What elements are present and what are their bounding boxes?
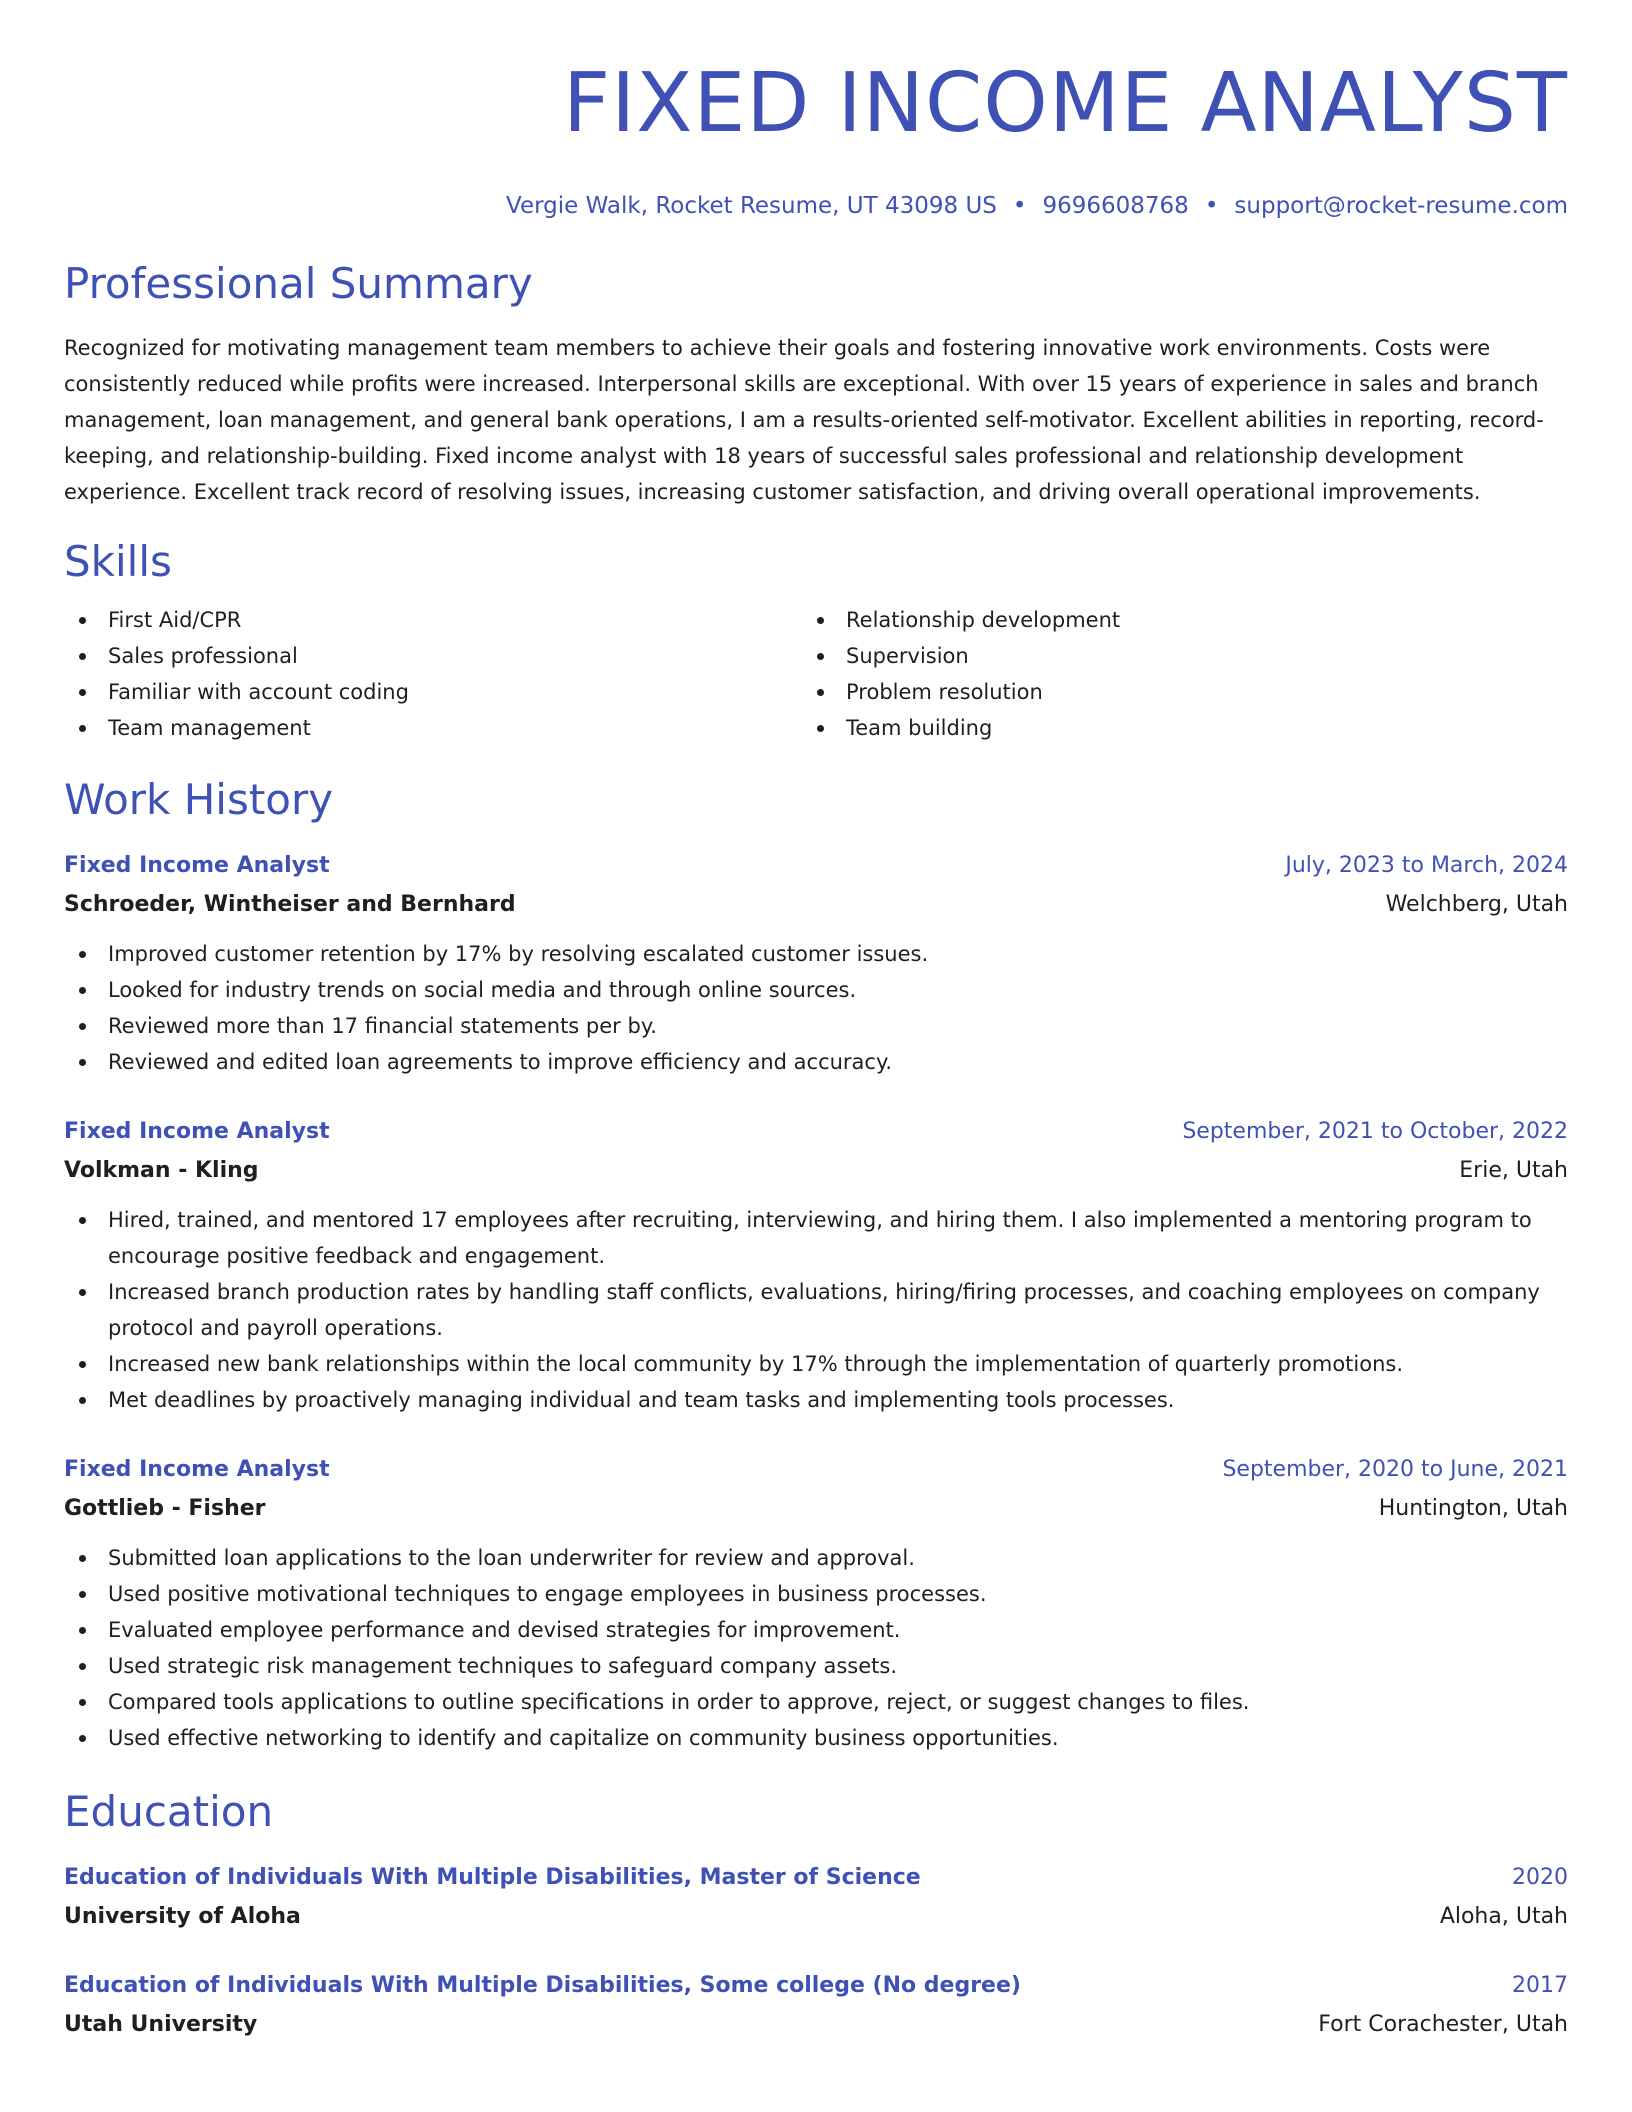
job-dates: September, 2021 to October, 2022	[1182, 1119, 1568, 1144]
skill-item: First Aid/CPR	[64, 602, 802, 638]
job-company: Gottlieb - Fisher	[64, 1496, 266, 1521]
contact-line	[64, 190, 1568, 222]
education-degree: Education of Individuals With Multiple Disabilities, Master of Science	[64, 1865, 921, 1890]
education-heading: Education	[64, 1787, 274, 1836]
job-subheader	[64, 886, 1568, 924]
job-company: Volkman - Kling	[64, 1158, 259, 1183]
job-entry	[64, 1450, 1568, 1756]
education-degree: Education of Individuals With Multiple Disabilities, Some college (No degree)	[64, 1973, 1021, 1998]
job-bullets	[64, 936, 1568, 1080]
education-entry	[64, 1966, 1568, 2044]
job-subheader	[64, 1152, 1568, 1190]
education-location: Aloha, Utah	[1439, 1904, 1568, 1929]
education-school: University of Aloha	[64, 1904, 301, 1929]
skills-column-right	[802, 602, 1540, 746]
job-bullet: Compared tools applications to outline specifications in order to approve, reject, or suggest changes to files.	[64, 1684, 1568, 1720]
skill-item: Relationship development	[802, 602, 1540, 638]
job-location: Welchberg, Utah	[1385, 892, 1568, 917]
skill-item: Sales professional	[64, 638, 802, 674]
job-location: Erie, Utah	[1459, 1158, 1568, 1183]
education-year: 2017	[1512, 1973, 1568, 1998]
summary-text: Recognized for motivating management team members to achieve their goals and fostering innovative work environments. Costs were consistently reduced while profits were increased. Interpersonal skills are exceptional. With over 15 years of experience in sales and branch management, loan management, and general bank operations, I am a results-oriented self-motivator. Excellent abilities in reporting, record-keeping, and relationship-building. Fixed income analyst with 18 years of successful sales professional and relationship development experience. Excellent track record of resolving issues, increasing customer satisfaction, and driving overall operational improvements.	[64, 336, 1544, 504]
job-bullet: Used positive motivational techniques to engage employees in business processes.	[64, 1576, 1568, 1612]
job-bullet: Increased branch production rates by handling staff conflicts, evaluations, hiring/firing processes, and coaching employees on company protocol and payroll operations.	[64, 1274, 1568, 1346]
job-bullet: Reviewed more than 17 financial statements per by.	[64, 1008, 1568, 1044]
education-header	[64, 1966, 1568, 2006]
skill-item: Team building	[802, 710, 1540, 746]
job-bullet: Submitted loan applications to the loan underwriter for review and approval.	[64, 1540, 1568, 1576]
job-role: Fixed Income Analyst	[64, 1119, 330, 1144]
job-subheader	[64, 1490, 1568, 1528]
job-bullet: Used strategic risk management techniques to safeguard company assets.	[64, 1648, 1568, 1684]
job-header	[64, 1450, 1568, 1490]
education-location: Fort Corachester, Utah	[1318, 2012, 1568, 2037]
contact-separator: •	[1204, 193, 1219, 219]
skill-item: Problem resolution	[802, 674, 1540, 710]
education-entry	[64, 1858, 1568, 1936]
job-bullet: Evaluated employee performance and devised strategies for improvement.	[64, 1612, 1568, 1648]
contact-phone: 9696608768	[1042, 193, 1189, 219]
education-year: 2020	[1512, 1865, 1568, 1890]
job-dates: September, 2020 to June, 2021	[1222, 1457, 1568, 1482]
job-bullet: Hired, trained, and mentored 17 employees after recruiting, interviewing, and hiring them. I also implemented a mentoring program to encourage positive feedback and engagement.	[64, 1202, 1568, 1274]
contact-separator: •	[1012, 193, 1027, 219]
contact-address: Vergie Walk, Rocket Resume, UT 43098 US	[506, 193, 997, 219]
page-title: FIXED INCOME ANALYST	[562, 56, 1568, 151]
job-role: Fixed Income Analyst	[64, 853, 330, 878]
job-bullet: Looked for industry trends on social media and through online sources.	[64, 972, 1568, 1008]
job-bullet: Improved customer retention by 17% by resolving escalated customer issues.	[64, 936, 1568, 972]
skills-heading: Skills	[64, 537, 172, 586]
job-entry	[64, 1112, 1568, 1418]
skill-item: Team management	[64, 710, 802, 746]
summary-heading: Professional Summary	[64, 259, 533, 308]
skill-item: Familiar with account coding	[64, 674, 802, 710]
job-bullet: Met deadlines by proactively managing individual and team tasks and implementing tools processes.	[64, 1382, 1568, 1418]
education-subheader	[64, 1898, 1568, 1936]
skills-list	[64, 602, 1568, 746]
job-entry	[64, 846, 1568, 1080]
contact-email: support@rocket-resume.com	[1234, 193, 1568, 219]
skill-item: Supervision	[802, 638, 1540, 674]
job-header	[64, 1112, 1568, 1152]
job-role: Fixed Income Analyst	[64, 1457, 330, 1482]
job-company: Schroeder, Wintheiser and Bernhard	[64, 892, 516, 917]
job-header	[64, 846, 1568, 886]
job-bullet: Reviewed and edited loan agreements to improve efficiency and accuracy.	[64, 1044, 1568, 1080]
job-location: Huntington, Utah	[1378, 1496, 1568, 1521]
education-school: Utah University	[64, 2012, 258, 2037]
job-dates: July, 2023 to March, 2024	[1285, 853, 1568, 878]
work-history-heading: Work History	[64, 775, 334, 824]
job-bullets	[64, 1540, 1568, 1756]
education-subheader	[64, 2006, 1568, 2044]
job-bullet: Increased new bank relationships within the local community by 17% through the implementation of quarterly promotions.	[64, 1346, 1568, 1382]
skills-column-left	[64, 602, 802, 746]
job-bullet: Used effective networking to identify and capitalize on community business opportunities.	[64, 1720, 1568, 1756]
job-bullets	[64, 1202, 1568, 1418]
education-header	[64, 1858, 1568, 1898]
